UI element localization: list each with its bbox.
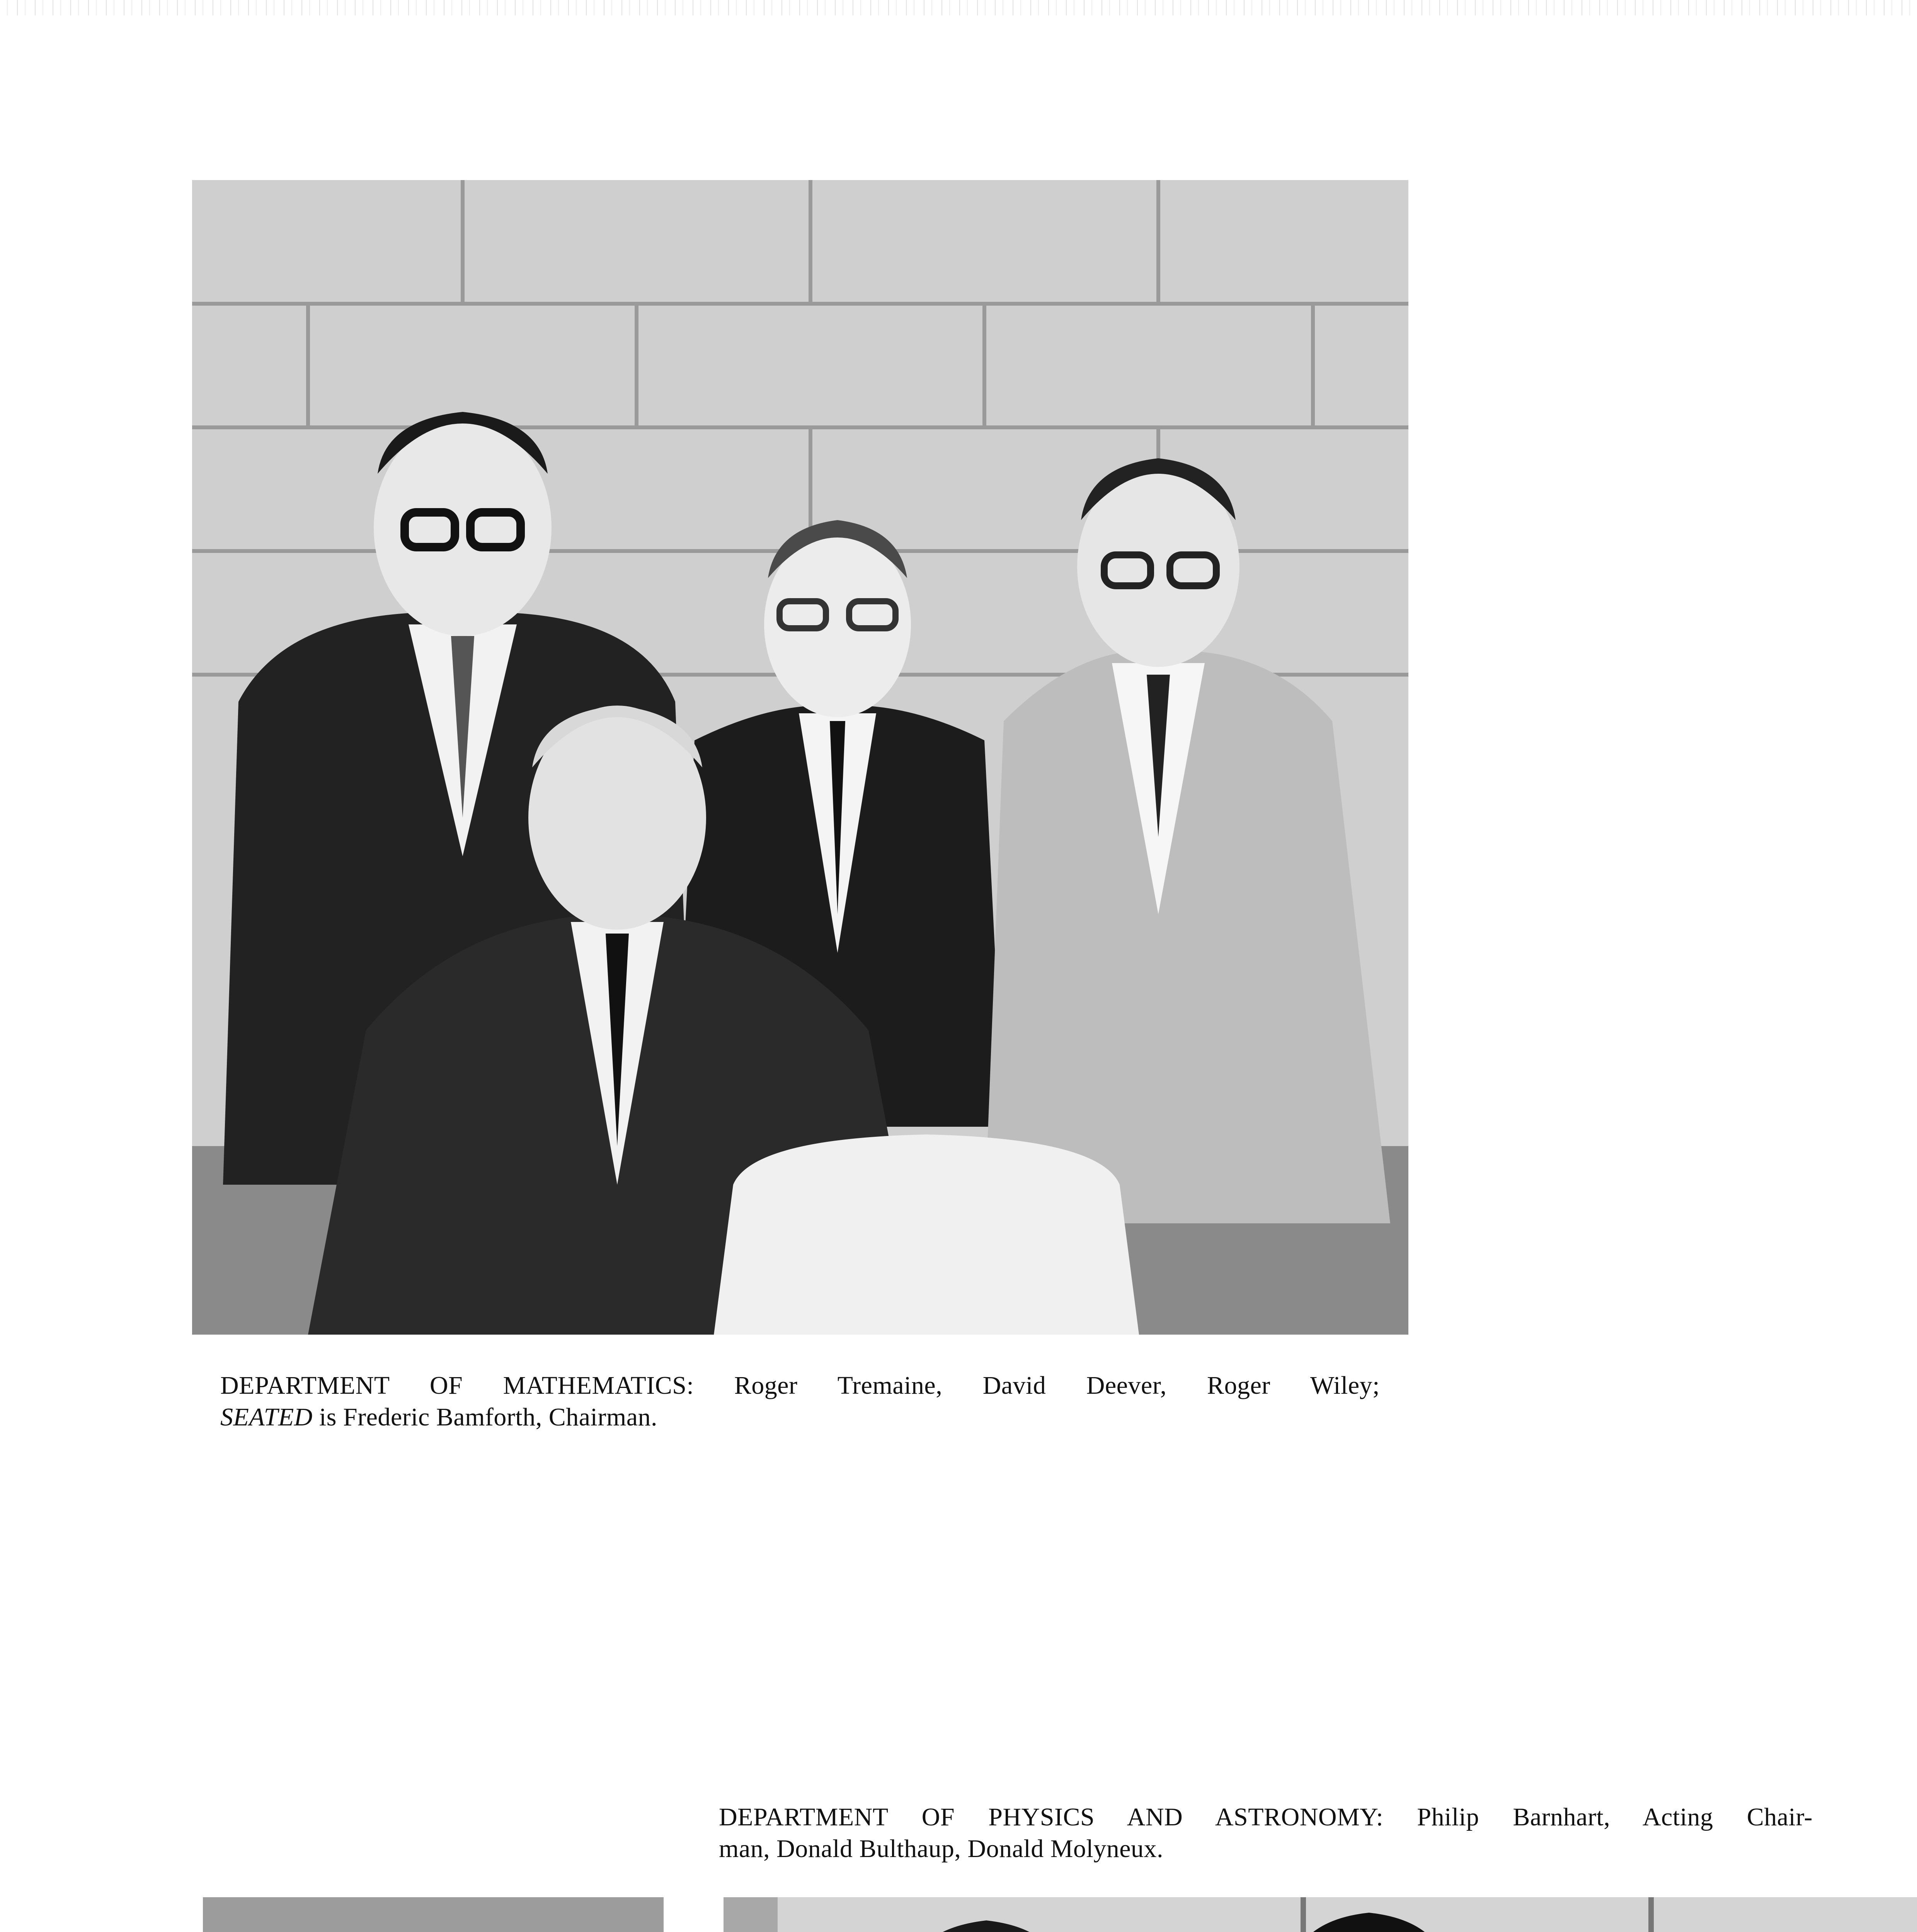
math-department-photo: [192, 180, 1408, 1335]
physics-department-caption: [719, 1801, 1813, 1865]
math-department-caption: [220, 1370, 1380, 1433]
physics-caption-line-1: DEPARTMENT OF PHYSICS AND ASTRONOMY: Philip Barnhart, Acting Chair-: [719, 1803, 1813, 1831]
math-caption-seated: SEATED: [220, 1403, 313, 1431]
bamforth-portrait-photo: [203, 1897, 664, 1932]
physics-department-photo: [724, 1897, 1917, 1932]
math-caption-line-2: [220, 1401, 1380, 1433]
physics-caption-line-2: man, Donald Bulthaup, Donald Molyneux.: [719, 1835, 1164, 1863]
math-caption-line-2-rest: is Frederic Bamforth, Chairman.: [312, 1403, 657, 1431]
scan-artifact-strip: [0, 0, 1917, 15]
math-caption-line-1: DEPARTMENT OF MATHEMATICS: Roger Tremaine, David Deever, Roger Wiley;: [220, 1371, 1380, 1400]
